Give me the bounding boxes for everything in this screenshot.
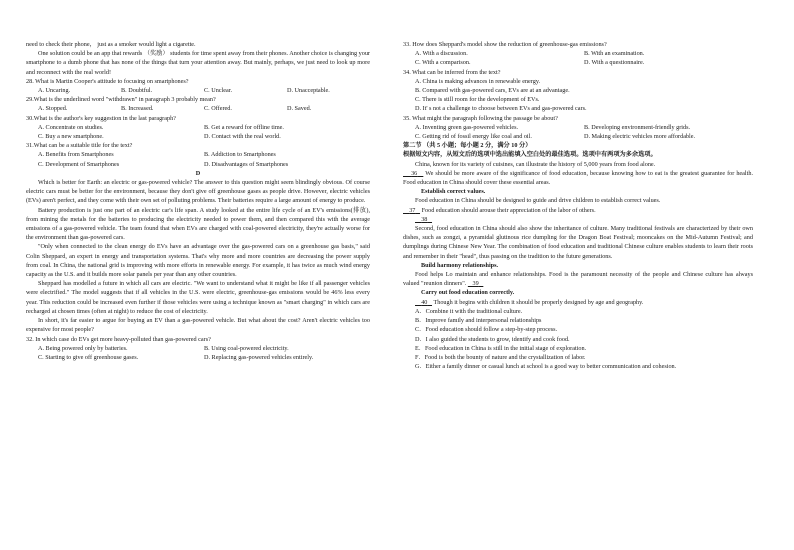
- paragraph-festivals: Second, food education in China should also show the inheritance of culture. Many traditional festivals are characterized by their own dishes, such as zongzi, a pyramidal glutinous rice dumpling for the Dragon Boat Festival; mooncakes on the Mid-Autumn Festival; and dumplings during Chinese New Year. The combination of food education and traditional Chinese culture enables students to learn their roots and remember in their "head", thus passing on the tradition to the future generations.: [403, 225, 753, 260]
- option-34b: B. Compared with gas-powered cars, EVs are at an advantage.: [415, 87, 570, 95]
- passage-d-paragraph: Which is better for Earth: an electric or gas-powered vehicle? The answer to this question might seem blindingly obvious. Of course electric cars must be better for the environment, because they don't give off greenhouse gases as people drive. However, electric vehicles (EVs) aren't perfect, and they come with their own set of polluting problems. Their batteries require a large amount of energy to produce.: [26, 179, 370, 205]
- option-34c: C. There is still room for the development of EVs.: [415, 96, 540, 104]
- blank-37-number: 37: [409, 206, 416, 214]
- question-31-options: [26, 150, 370, 168]
- option-30b: B. Get a reward for offline time.: [204, 123, 284, 131]
- option-29b: B. Increased.: [121, 105, 154, 113]
- option-28b: B. Doubtful.: [121, 87, 153, 95]
- question-35-stem: 35. What might the paragraph following the passage be about?: [403, 114, 558, 122]
- option-28c: C. Unclear.: [204, 87, 233, 95]
- question-29-stem: 29.What is the underlined word "withdrawn" in paragraph 3 probably mean?: [26, 96, 216, 104]
- option-30d: D. Contact with the real world.: [204, 133, 281, 141]
- blank-38-number: 38: [421, 215, 428, 223]
- option-28a: A. Uncaring.: [38, 87, 71, 95]
- passage-c-tail-line: need to check their phone， just as a smoker would light a cigarette.: [26, 41, 196, 48]
- choice-g: G．Either a family dinner or casual lunch at school is a good way to better communication and cohesion.: [415, 363, 677, 371]
- option-34a: A. China is making advances in renewable energy.: [415, 77, 541, 85]
- option-28d: D. Unacceptable.: [287, 87, 330, 95]
- option-33b: B. With an examination.: [584, 50, 645, 58]
- choice-d: D．I also guided the students to grow, identify and cook food.: [415, 335, 570, 343]
- passage-d-paragraph: Battery production is just one part of an electric car's life span. A study looked at the entire life cycle of an EV's emissions(排放), from mining the metals for the batteries to producing the electricity needed to power them, and then compared this with the average emissions of a gas-powered vehicle. The team found that when EVs are charged with coal-powered electricity, they're actually worse for the environment than gas-powered cars.: [26, 206, 370, 242]
- option-35d: D. Making electric vehicles more affordable.: [584, 133, 696, 141]
- option-32d: D. Replacing gas-powered vehicles entirely.: [204, 353, 314, 361]
- option-32a: A. Being powered only by batteries.: [38, 344, 128, 352]
- blank-40-text: Though it begins with children it should be properly designed by age and geography.: [432, 298, 644, 306]
- option-35a: A. Inventing green gas-powered vehicles.: [415, 123, 519, 131]
- choice-e: E．Food education in China is still in the initial stage of exploration.: [415, 344, 587, 352]
- option-30c: C. Buy a new smartphone.: [38, 133, 104, 141]
- question-34-stem: 34. What can be inferred from the text?: [403, 68, 501, 76]
- blank-38-line: [403, 215, 753, 224]
- blank-39-number: 39: [472, 280, 479, 288]
- option-31b: B. Addiction to Smartphones: [204, 151, 276, 159]
- choice-c: C．Food education should follow a step-by-step process.: [415, 326, 558, 334]
- section-d-heading: D: [195, 169, 201, 177]
- answer-choices: [403, 307, 753, 371]
- blank-37-sentence: [403, 206, 753, 215]
- question-30-options: [26, 123, 370, 141]
- option-33c: C. With a comparison.: [415, 59, 471, 67]
- choice-b: B．Improve family and interpersonal relationships: [415, 317, 542, 325]
- option-30a: A. Concentrate on studies.: [38, 123, 104, 131]
- blank-36-number: 36: [411, 169, 418, 177]
- paragraph-harmony: [403, 270, 753, 288]
- option-31a: A. Benefits from Smartphones: [38, 151, 114, 159]
- option-31d: D. Disadvantages of Smartphones: [204, 160, 289, 168]
- question-29-options: [26, 104, 370, 113]
- blank-40-number: 40: [421, 298, 428, 306]
- question-33-options: [403, 49, 753, 67]
- option-33a: A. With a discussion.: [415, 50, 468, 58]
- passage-d-paragraph: In short, it's far easier to argue for buying an EV than a gas-powered vehicle. But what about the cost? Aren't electric vehicles too expensive for most people?: [26, 317, 370, 334]
- passage-c-last-paragraph: One solution could be an app that rewards （奖励） students for time spent away from their phones. Another choice is changing your smartphone to a dumb phone that has none of the things that turn your attention away. But mainly, perhaps, we just need to look up more and reconnect with the real world!: [26, 50, 370, 76]
- passage-d-paragraph: Sheppard has modelled a future in which all cars are electric. "We want to understand what it might be like if all passenger vehicles were electrified." The model suggests that if all vehicles in the U.S. were electric, greenhouse-gas emissions would be 46% less every year. This reduction could be increased even further if those vehicles were using a technique known as "smart charging" in which cars are recharged at chosen times (often at night) to reduce the cost of electricity.: [26, 280, 370, 315]
- subheading-harmony: Build harmony relationships.: [421, 261, 499, 269]
- option-29c: C. Offered.: [204, 105, 232, 113]
- left-column: [26, 40, 370, 362]
- option-35c: C. Getting rid of fossil energy like coal and oil.: [415, 133, 532, 141]
- question-31-stem: 31.What can be a suitable title for the text?: [26, 142, 133, 150]
- right-column: [403, 40, 753, 371]
- choice-a: A．Combine it with the traditional culture.: [415, 307, 523, 315]
- part-2-instruction: 根据短文内容，从短文后的选项中选出能填入空白处的最佳选项。选项中有两项为多余选项。: [403, 151, 657, 159]
- question-32-options: [26, 344, 370, 362]
- option-31c: C. Development of Smartphones: [38, 160, 120, 168]
- paragraph-harmony-text: Food helps Lo maintain and enhance relationships. Food is the paramount necessity of the people and Chinese culture has always valued "reunion dinners".: [403, 271, 753, 288]
- option-29d: D. Saved.: [287, 105, 312, 113]
- part-2-heading: [403, 141, 753, 150]
- part-2-heading-text: 第二节 （共 5 小题；每小题 2 分，满分 10 分）: [403, 142, 532, 150]
- question-30-stem: 30.What is the author's key suggestion in the last paragraph?: [26, 114, 176, 122]
- option-29a: A. Stopped.: [38, 105, 68, 113]
- blank-36-text: We should be more aware of the significance of food education, because knowing how to eat is the greatest guarantee for health. Food education in China should cover these essential areas.: [403, 169, 754, 187]
- subheading-carry-out: Carry out food education correctly.: [421, 289, 515, 297]
- option-32b: B. Using coal-powered electricity.: [204, 344, 289, 352]
- question-28-stem: 28. What is Martin Cooper's attitude to focusing on smartphones?: [26, 77, 189, 85]
- question-32-stem: 32. In which case do EVs get more heavy-polluted than gas-powered cars?: [26, 335, 211, 343]
- option-35b: B. Developing environment-friendly grids.: [584, 123, 691, 131]
- passage-e-intro: China, known for its variety of cuisines, can illustrate the history of 5,000 years from food alone.: [415, 160, 656, 168]
- blank-36-sentence: [403, 169, 753, 187]
- passage-d-paragraph: "Only when connected to the clean energy do EVs have an advantage over the gas-powered cars on a greenhouse gas basis," said Colin Sheppard, an expert in energy and transportation systems. That's why more and more countries are decreasing the power supply from coal. In China, the national grid is improving with more efforts in renewable energy. For example, it has twice as much wind energy capacity as the U.S. and it builds more solar panels per year than any other countries.: [26, 243, 370, 279]
- blank-36: [403, 170, 423, 177]
- blank-37: [403, 207, 420, 214]
- choice-f: F．Food is both the bounty of nature and the crystallization of labor.: [415, 353, 586, 361]
- blank-39: [468, 280, 483, 287]
- blank-37-text: Food education should arouse their appreciation of the labor of others.: [420, 206, 596, 214]
- blank-38: [415, 216, 432, 223]
- blank-40-sentence: [403, 298, 753, 307]
- option-33d: D. With a questionnaire.: [584, 59, 645, 67]
- paragraph-values: Food education in China should be designed to guide and drive children to establish correct values.: [415, 197, 661, 205]
- option-32c: C. Starting to give off greenhouse gases.: [38, 353, 139, 361]
- question-33-stem: 33. How does Sheppard's model show the reduction of greenhouse-gas emissions?: [403, 41, 607, 48]
- subheading-values: Establish correct values.: [421, 188, 486, 196]
- option-34d: D. It' s not a challenge to choose between EVs and gas-powered cars.: [415, 105, 587, 113]
- question-35-options: [403, 123, 753, 141]
- question-28-options: [26, 86, 370, 95]
- blank-40: [415, 299, 432, 306]
